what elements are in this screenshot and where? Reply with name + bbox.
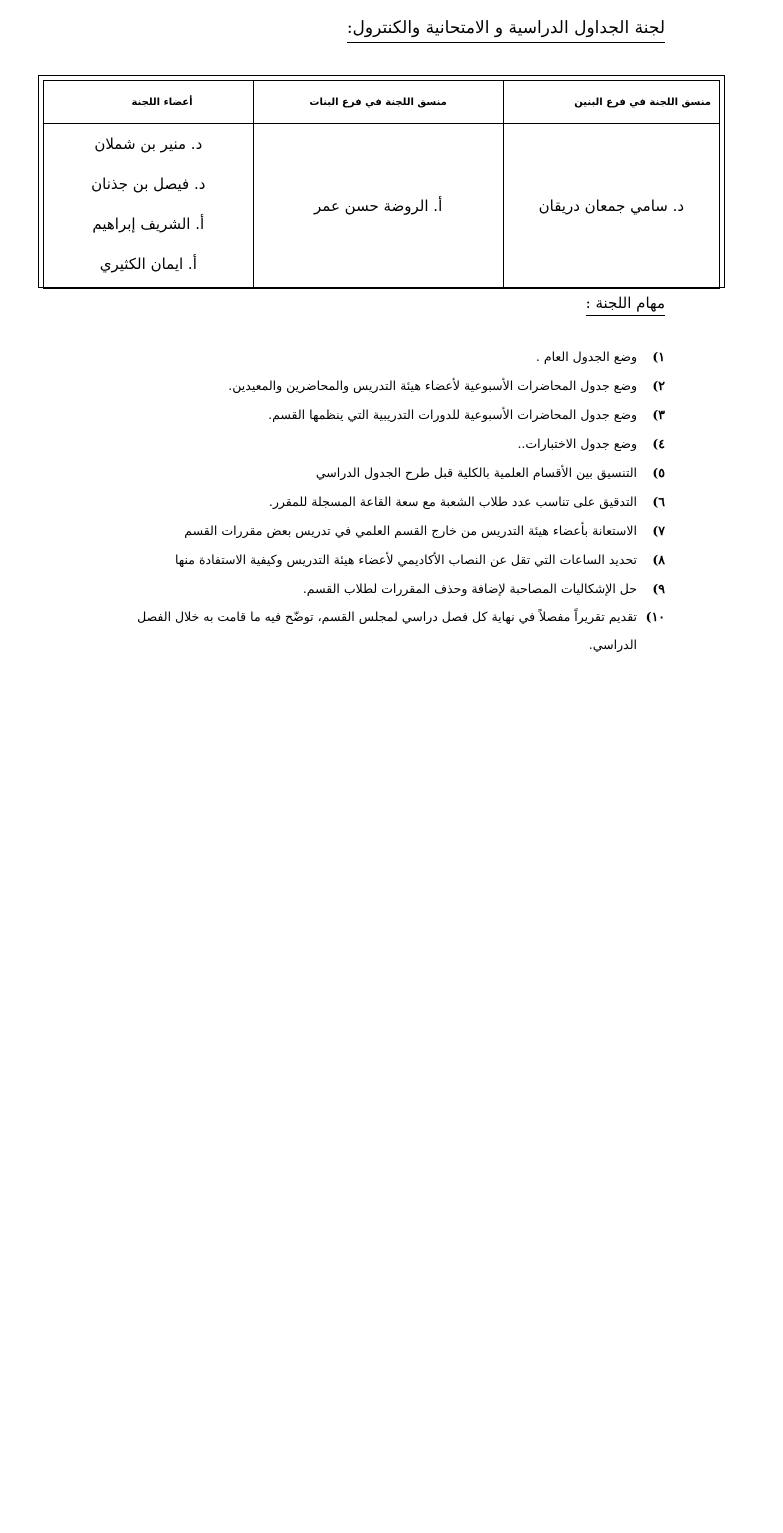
list-item	[105, 458, 665, 487]
list-item	[105, 429, 665, 458]
list-text: تقديم تقريراً مفصلاً في نهاية كل فصل دراسي لمجلس القسم، توضّح فيه ما قامت به خلال الفصل الدراسي.	[137, 609, 637, 652]
list-number: ٩)	[652, 581, 665, 596]
list-item	[105, 545, 665, 574]
list-text: التنسيق بين الأقسام العلمية بالكلية قبل طرح الجدول الدراسي	[315, 465, 637, 480]
list-number: ٤)	[652, 436, 665, 451]
tasks-list	[105, 342, 665, 659]
list-text: الاستعانة بأعضاء هيئة التدريس من خارج القسم العلمي في تدريس بعض مقررات القسم	[184, 523, 637, 538]
list-number: ١٠)	[645, 609, 665, 624]
list-text: حل الإشكاليات المصاحبة لإضافة وحذف المقررات لطلاب القسم.	[302, 581, 637, 596]
member-name: أ. ايمان الكثيري	[99, 255, 197, 273]
coordinator-girls: أ. الروضة حسن عمر	[253, 124, 503, 289]
list-text: وضع جدول المحاضرات الأسبوعية للدورات التدريبية التي ينظمها القسم.	[268, 407, 637, 422]
list-number: ٧)	[652, 523, 665, 538]
header-coordinator-boys: منسق اللجنة في فرع البنين	[503, 81, 719, 124]
list-number: ٥)	[652, 465, 665, 480]
list-text: تحديد الساعات التي تقل عن النصاب الأكاديمي لأعضاء هيئة التدريس وكيفية الاستفادة منها	[174, 552, 637, 567]
list-item	[105, 400, 665, 429]
list-item	[105, 342, 665, 371]
table-row	[44, 124, 720, 289]
list-number: ٣)	[652, 407, 665, 422]
committee-table-frame	[38, 75, 725, 288]
header-members: أعضاء اللجنة	[44, 81, 254, 124]
document-title: لجنة الجداول الدراسية و الامتحانية والكنترول:	[347, 18, 665, 43]
list-number: ٢)	[652, 378, 665, 393]
list-text: وضع جدول المحاضرات الأسبوعية لأعضاء هيئة التدريس والمحاضرين والمعيدين.	[228, 378, 637, 393]
list-text: وضع جدول الاختبارات..	[517, 436, 637, 451]
member-name: أ. الشريف إبراهيم	[92, 215, 205, 233]
list-item	[105, 603, 665, 659]
list-number: ٨)	[652, 552, 665, 567]
committee-table	[43, 80, 720, 289]
list-text: التدقيق على تناسب عدد طلاب الشعبة مع سعة القاعة المسجلة للمقرر.	[268, 494, 637, 509]
list-number: ١)	[652, 349, 665, 364]
list-number: ٦)	[652, 494, 665, 509]
member-name: د. فيصل بن جذنان	[91, 175, 206, 193]
list-item	[105, 487, 665, 516]
header-coordinator-girls: منسق اللجنة في فرع البنات	[253, 81, 503, 124]
list-text: وضع الجدول العام .	[535, 349, 637, 364]
list-item	[105, 574, 665, 603]
table-header-row	[44, 81, 720, 124]
tasks-heading: مهام اللجنة :	[586, 294, 665, 316]
list-item	[105, 516, 665, 545]
list-item	[105, 371, 665, 400]
member-name: د. منير بن شملان	[94, 135, 203, 153]
coordinator-boys: د. سامي جمعان دريقان	[503, 124, 719, 289]
members-cell	[44, 124, 254, 289]
